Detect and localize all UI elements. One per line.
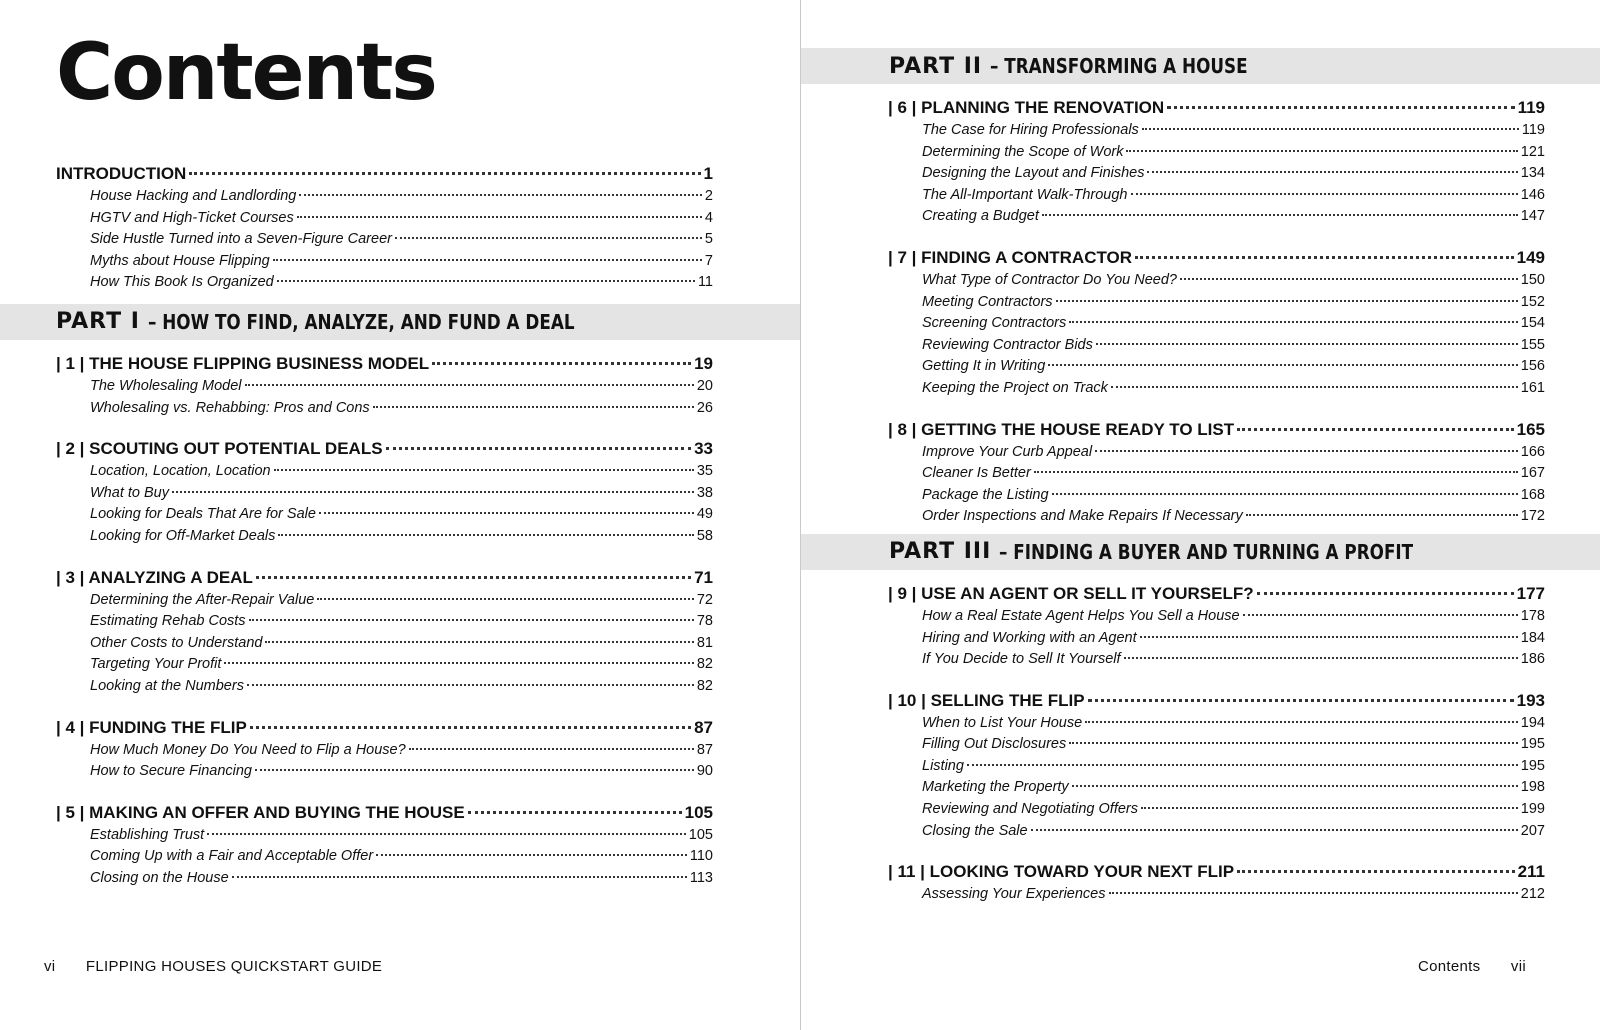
toc-section-row[interactable] bbox=[888, 736, 1545, 758]
section-title: Designing the Layout and Finishes bbox=[922, 165, 1145, 182]
dot-leader bbox=[172, 491, 694, 493]
page-number: 71 bbox=[694, 567, 713, 587]
toc-section-row[interactable] bbox=[56, 635, 713, 657]
toc-chapter-row[interactable] bbox=[56, 164, 713, 188]
dot-leader bbox=[277, 280, 695, 282]
section-title: What to Buy bbox=[90, 484, 169, 501]
dot-leader bbox=[1135, 256, 1514, 259]
chapter-entry bbox=[888, 248, 1545, 402]
toc-section-row[interactable] bbox=[56, 400, 713, 422]
section-title: House Hacking and Landlording bbox=[90, 188, 297, 204]
toc-section-row[interactable] bbox=[888, 715, 1545, 737]
dot-leader bbox=[1237, 870, 1514, 873]
page-number: 72 bbox=[696, 591, 713, 608]
chapter-title: | 2 | SCOUTING OUT POTENTIAL DEALS bbox=[56, 439, 383, 459]
part-heading-band bbox=[801, 48, 1600, 84]
dot-leader bbox=[319, 512, 694, 514]
toc-section-row[interactable] bbox=[888, 294, 1545, 316]
section-title: Meeting Contractors bbox=[922, 293, 1053, 310]
toc-section-row[interactable] bbox=[56, 210, 713, 232]
toc-section-row[interactable] bbox=[888, 165, 1545, 187]
page-number: 211 bbox=[1517, 862, 1545, 882]
page-number: 4 bbox=[704, 209, 713, 226]
chapter-entry bbox=[56, 803, 713, 892]
page-number: 119 bbox=[1517, 98, 1545, 117]
toc-section-row[interactable] bbox=[56, 613, 713, 635]
page-number: 168 bbox=[1520, 486, 1545, 503]
section-title: How Much Money Do You Need to Flip a House? bbox=[90, 741, 406, 758]
page-number: 193 bbox=[1516, 690, 1545, 710]
page-number: 184 bbox=[1520, 629, 1545, 646]
toc-section-row[interactable] bbox=[56, 188, 713, 210]
section-title: Getting It in Writing bbox=[922, 358, 1046, 375]
part-heading-band bbox=[801, 534, 1600, 570]
section-title: HGTV and High-Ticket Courses bbox=[90, 209, 294, 226]
part-title: – FINDING A BUYER AND TURNING A PROFIT bbox=[999, 539, 1414, 564]
page-number: 177 bbox=[1516, 583, 1545, 603]
section-title: Establishing Trust bbox=[90, 826, 205, 843]
toc-section-row[interactable] bbox=[56, 656, 713, 678]
toc-left bbox=[0, 164, 800, 891]
chapter-entry bbox=[56, 718, 713, 785]
toc-section-row[interactable] bbox=[888, 508, 1545, 530]
dot-leader bbox=[256, 576, 691, 579]
chapter-entry bbox=[888, 584, 1545, 673]
right-page bbox=[801, 0, 1600, 1030]
toc-section-row[interactable] bbox=[888, 337, 1545, 359]
chapter-title: | 5 | MAKING AN OFFER AND BUYING THE HOUSE bbox=[56, 802, 465, 822]
dot-leader bbox=[1257, 592, 1514, 595]
page-footer bbox=[44, 958, 382, 975]
toc-section-row[interactable] bbox=[56, 274, 713, 296]
chapter-title: | 4 | FUNDING THE FLIP bbox=[56, 717, 247, 737]
toc-section-row[interactable] bbox=[888, 208, 1545, 230]
page-number: 119 bbox=[1521, 122, 1545, 138]
section-title: Looking for Deals That Are for Sale bbox=[90, 506, 316, 523]
dot-leader bbox=[373, 406, 694, 408]
toc-section-row[interactable] bbox=[888, 886, 1545, 908]
running-head: FLIPPING HOUSES QUICKSTART GUIDE bbox=[85, 958, 383, 975]
toc-chapter-row[interactable] bbox=[56, 439, 713, 463]
dot-leader bbox=[1237, 428, 1514, 431]
section-title: Side Hustle Turned into a Seven-Figure Career bbox=[90, 231, 392, 248]
chapter-title: | 10 | SELLING THE FLIP bbox=[888, 690, 1085, 710]
dot-leader bbox=[1088, 699, 1514, 702]
section-title: Creating a Budget bbox=[922, 208, 1039, 225]
section-title: Closing the Sale bbox=[922, 822, 1028, 839]
chapter-entry bbox=[56, 568, 713, 700]
page-number: 172 bbox=[1520, 508, 1545, 525]
page-number: 35 bbox=[696, 463, 713, 480]
chapter-title: | 8 | GETTING THE HOUSE READY TO LIST bbox=[888, 419, 1235, 439]
part-title: – TRANSFORMING A HOUSE bbox=[990, 54, 1248, 78]
section-title: Targeting Your Profit bbox=[90, 656, 222, 673]
toc-section-row[interactable] bbox=[888, 608, 1545, 630]
chapter-title: | 3 | ANALYZING A DEAL bbox=[56, 567, 253, 587]
dot-leader bbox=[247, 684, 694, 686]
dot-leader bbox=[1034, 471, 1518, 473]
toc-section-row[interactable] bbox=[56, 528, 713, 550]
dot-leader bbox=[432, 362, 691, 365]
section-title: Determining the After-Repair Value bbox=[90, 591, 315, 608]
dot-leader bbox=[297, 216, 702, 218]
part-number: PART I bbox=[56, 309, 140, 335]
dot-leader bbox=[1069, 742, 1518, 744]
dot-leader bbox=[207, 833, 686, 835]
page-number: 113 bbox=[689, 869, 713, 886]
section-title: How a Real Estate Agent Helps You Sell a House bbox=[922, 607, 1240, 624]
dot-leader bbox=[278, 534, 694, 536]
dot-leader bbox=[1048, 364, 1518, 366]
dot-leader bbox=[1243, 614, 1518, 616]
page-number: 121 bbox=[1520, 143, 1545, 160]
part-number: PART III bbox=[889, 539, 992, 565]
page-number: 11 bbox=[697, 274, 713, 291]
dot-leader bbox=[1124, 657, 1518, 659]
page-number: 146 bbox=[1520, 186, 1545, 203]
page-number: 105 bbox=[688, 826, 713, 843]
toc-section-row[interactable] bbox=[56, 848, 713, 870]
dot-leader bbox=[317, 598, 694, 600]
dot-leader bbox=[395, 237, 702, 239]
toc-section-row[interactable] bbox=[888, 272, 1545, 294]
intro-entry bbox=[56, 164, 713, 296]
section-title: Estimating Rehab Costs bbox=[90, 613, 246, 630]
section-title: The Wholesaling Model bbox=[90, 377, 242, 394]
toc-section-row[interactable] bbox=[888, 315, 1545, 337]
part-heading-band bbox=[0, 304, 800, 340]
toc-section-row[interactable] bbox=[56, 678, 713, 700]
page-number: 105 bbox=[684, 802, 713, 822]
toc-section-row[interactable] bbox=[888, 380, 1545, 402]
section-title: Improve Your Curb Appeal bbox=[922, 443, 1093, 460]
page-number: 58 bbox=[696, 527, 713, 544]
section-title: Keeping the Project on Track bbox=[922, 379, 1108, 396]
toc-section-row[interactable] bbox=[888, 187, 1545, 209]
page-number: 2 bbox=[704, 188, 713, 204]
dot-leader bbox=[1096, 343, 1518, 345]
dot-leader bbox=[1147, 171, 1517, 173]
toc-chapter-row[interactable] bbox=[888, 420, 1545, 444]
page-number: 87 bbox=[696, 741, 713, 758]
toc-section-row[interactable] bbox=[56, 592, 713, 614]
page-title: Contents bbox=[56, 28, 436, 118]
section-title: Screening Contractors bbox=[922, 315, 1067, 332]
section-title: Marketing the Property bbox=[922, 779, 1069, 796]
section-title: If You Decide to Sell It Yourself bbox=[922, 651, 1121, 668]
dot-leader bbox=[1111, 386, 1518, 388]
dot-leader bbox=[1167, 106, 1514, 109]
dot-leader bbox=[224, 662, 693, 664]
page-number: 194 bbox=[1520, 714, 1545, 731]
page-number: 7 bbox=[704, 252, 713, 269]
toc-section-row[interactable] bbox=[888, 823, 1545, 845]
page-number: 155 bbox=[1520, 336, 1545, 353]
dot-leader bbox=[1131, 193, 1518, 195]
dot-leader bbox=[1069, 321, 1518, 323]
dot-leader bbox=[1056, 300, 1518, 302]
page-footer bbox=[1418, 958, 1526, 975]
part-title: – HOW TO FIND, ANALYZE, AND FUND A DEAL bbox=[147, 309, 575, 334]
section-title: Myths about House Flipping bbox=[90, 252, 270, 269]
section-title: Looking at the Numbers bbox=[90, 677, 244, 694]
page-number: 20 bbox=[696, 377, 713, 394]
chapter-title: | 6 | PLANNING THE RENOVATION bbox=[888, 98, 1165, 117]
chapter-entry bbox=[56, 354, 713, 421]
page-number: 150 bbox=[1520, 271, 1545, 288]
section-title: Package the Listing bbox=[922, 486, 1049, 503]
toc-section-row[interactable] bbox=[56, 742, 713, 764]
page-number: 33 bbox=[694, 439, 713, 459]
chapter-title: | 7 | FINDING A CONTRACTOR bbox=[888, 247, 1133, 267]
chapter-entry bbox=[888, 420, 1545, 530]
page-number: 165 bbox=[1516, 419, 1545, 439]
page-folio: vi bbox=[44, 958, 56, 975]
dot-leader bbox=[255, 769, 694, 771]
toc-section-row[interactable] bbox=[56, 378, 713, 400]
toc-chapter-row[interactable] bbox=[888, 248, 1545, 272]
page-number: 166 bbox=[1520, 443, 1545, 460]
page-number: 78 bbox=[696, 613, 713, 630]
toc-chapter-row[interactable] bbox=[888, 98, 1545, 122]
chapter-title: | 9 | USE AN AGENT OR SELL IT YOURSELF? bbox=[888, 583, 1254, 603]
toc-section-row[interactable] bbox=[888, 630, 1545, 652]
section-title: Wholesaling vs. Rehabbing: Pros and Cons bbox=[90, 399, 370, 416]
toc-section-row[interactable] bbox=[888, 122, 1545, 144]
page-number: 212 bbox=[1520, 886, 1545, 903]
page-number: 167 bbox=[1520, 465, 1545, 482]
section-title: Determining the Scope of Work bbox=[922, 143, 1124, 160]
dot-leader bbox=[376, 854, 687, 856]
chapter-entry bbox=[56, 439, 713, 549]
dot-leader bbox=[245, 384, 694, 386]
dot-leader bbox=[250, 726, 691, 729]
section-title: How to Secure Financing bbox=[90, 763, 252, 780]
toc-chapter-row[interactable] bbox=[56, 354, 713, 378]
section-title: How This Book Is Organized bbox=[90, 274, 274, 291]
dot-leader bbox=[1180, 278, 1518, 280]
dot-leader bbox=[1085, 721, 1518, 723]
dot-leader bbox=[1095, 450, 1518, 452]
section-title: Listing bbox=[922, 757, 964, 774]
page-number: 161 bbox=[1520, 379, 1545, 396]
chapter-title: INTRODUCTION bbox=[56, 164, 187, 183]
dot-leader bbox=[1072, 785, 1518, 787]
part-number: PART II bbox=[889, 53, 983, 79]
section-title: Looking for Off-Market Deals bbox=[90, 527, 276, 544]
toc-section-row[interactable] bbox=[888, 465, 1545, 487]
dot-leader bbox=[273, 259, 702, 261]
toc-section-row[interactable] bbox=[56, 506, 713, 528]
toc-section-row[interactable] bbox=[56, 253, 713, 275]
section-title: The All-Important Walk-Through bbox=[922, 186, 1128, 203]
toc-section-row[interactable] bbox=[56, 485, 713, 507]
toc-chapter-row[interactable] bbox=[56, 568, 713, 592]
dot-leader bbox=[299, 194, 702, 196]
toc-section-row[interactable] bbox=[888, 444, 1545, 466]
toc-chapter-row[interactable] bbox=[888, 584, 1545, 608]
dot-leader bbox=[1042, 214, 1518, 216]
page-number: 38 bbox=[696, 484, 713, 501]
section-title: Filling Out Disclosures bbox=[922, 736, 1067, 753]
page-number: 178 bbox=[1520, 607, 1545, 624]
page-number: 198 bbox=[1520, 779, 1545, 796]
page-number: 87 bbox=[694, 717, 713, 737]
toc-section-row[interactable] bbox=[888, 651, 1545, 673]
page-number: 199 bbox=[1520, 801, 1545, 818]
section-title: What Type of Contractor Do You Need? bbox=[922, 271, 1177, 288]
page-number: 82 bbox=[696, 656, 713, 673]
section-title: Cleaner Is Better bbox=[922, 465, 1031, 482]
chapter-entry bbox=[888, 691, 1545, 845]
page-number: 186 bbox=[1520, 651, 1545, 668]
dot-leader bbox=[1126, 150, 1517, 152]
page-number: 26 bbox=[696, 399, 713, 416]
dot-leader bbox=[1031, 829, 1518, 831]
dot-leader bbox=[386, 447, 692, 450]
toc-chapter-row[interactable] bbox=[888, 862, 1545, 886]
section-title: The Case for Hiring Professionals bbox=[922, 122, 1139, 138]
dot-leader bbox=[967, 764, 1518, 766]
chapter-entry bbox=[888, 862, 1545, 908]
toc-chapter-row[interactable] bbox=[56, 718, 713, 742]
page-number: 90 bbox=[696, 763, 713, 780]
page-number: 152 bbox=[1520, 293, 1545, 310]
toc-right bbox=[801, 48, 1600, 908]
toc-chapter-row[interactable] bbox=[56, 803, 713, 827]
dot-leader bbox=[468, 811, 682, 814]
chapter-title: | 1 | THE HOUSE FLIPPING BUSINESS MODEL bbox=[56, 353, 430, 373]
page-number: 195 bbox=[1520, 736, 1545, 753]
section-title: Reviewing and Negotiating Offers bbox=[922, 801, 1139, 818]
page-number: 207 bbox=[1520, 822, 1545, 839]
page-number: 156 bbox=[1520, 358, 1545, 375]
dot-leader bbox=[1140, 636, 1518, 638]
page-number: 19 bbox=[694, 353, 713, 373]
toc-section-row[interactable] bbox=[888, 779, 1545, 801]
page-folio: vii bbox=[1510, 958, 1526, 975]
page-number: 81 bbox=[696, 634, 713, 651]
toc-section-row[interactable] bbox=[888, 358, 1545, 380]
toc-section-row[interactable] bbox=[888, 144, 1545, 166]
section-title: Hiring and Working with an Agent bbox=[922, 629, 1137, 646]
dot-leader bbox=[1052, 493, 1518, 495]
toc-section-row[interactable] bbox=[888, 487, 1545, 509]
dot-leader bbox=[1142, 128, 1519, 130]
dot-leader bbox=[1246, 514, 1518, 516]
dot-leader bbox=[1141, 807, 1518, 809]
page-number: 49 bbox=[696, 506, 713, 523]
section-title: Closing on the House bbox=[90, 869, 229, 886]
page-number: 1 bbox=[703, 164, 713, 183]
section-title: Other Costs to Understand bbox=[90, 634, 263, 651]
chapter-title: | 11 | LOOKING TOWARD YOUR NEXT FLIP bbox=[888, 862, 1235, 882]
chapter-entry bbox=[888, 98, 1545, 230]
dot-leader bbox=[274, 469, 694, 471]
section-title: Location, Location, Location bbox=[90, 463, 271, 480]
page-number: 195 bbox=[1520, 757, 1545, 774]
page-number: 110 bbox=[689, 848, 713, 865]
toc-section-row[interactable] bbox=[56, 231, 713, 253]
toc-chapter-row[interactable] bbox=[888, 691, 1545, 715]
page-number: 154 bbox=[1520, 315, 1545, 332]
toc-section-row[interactable] bbox=[888, 801, 1545, 823]
toc-section-row[interactable] bbox=[56, 763, 713, 785]
toc-section-row[interactable] bbox=[56, 463, 713, 485]
dot-leader bbox=[265, 641, 693, 643]
section-title: Assessing Your Experiences bbox=[922, 886, 1106, 903]
toc-section-row[interactable] bbox=[56, 870, 713, 892]
page-number: 149 bbox=[1516, 247, 1545, 267]
page-number: 82 bbox=[696, 677, 713, 694]
toc-section-row[interactable] bbox=[56, 827, 713, 849]
dot-leader bbox=[1109, 892, 1518, 894]
page-number: 5 bbox=[704, 231, 713, 248]
toc-section-row[interactable] bbox=[888, 758, 1545, 780]
section-title: When to List Your House bbox=[922, 714, 1083, 731]
dot-leader bbox=[232, 876, 687, 878]
dot-leader bbox=[249, 619, 694, 621]
section-title: Order Inspections and Make Repairs If Necessary bbox=[922, 508, 1243, 525]
section-title: Reviewing Contractor Bids bbox=[922, 336, 1093, 353]
dot-leader bbox=[409, 748, 694, 750]
page-number: 134 bbox=[1520, 165, 1545, 182]
dot-leader bbox=[189, 172, 700, 175]
page-number: 147 bbox=[1520, 208, 1545, 225]
section-title: Coming Up with a Fair and Acceptable Offer bbox=[90, 848, 374, 865]
running-head: Contents bbox=[1418, 958, 1481, 975]
